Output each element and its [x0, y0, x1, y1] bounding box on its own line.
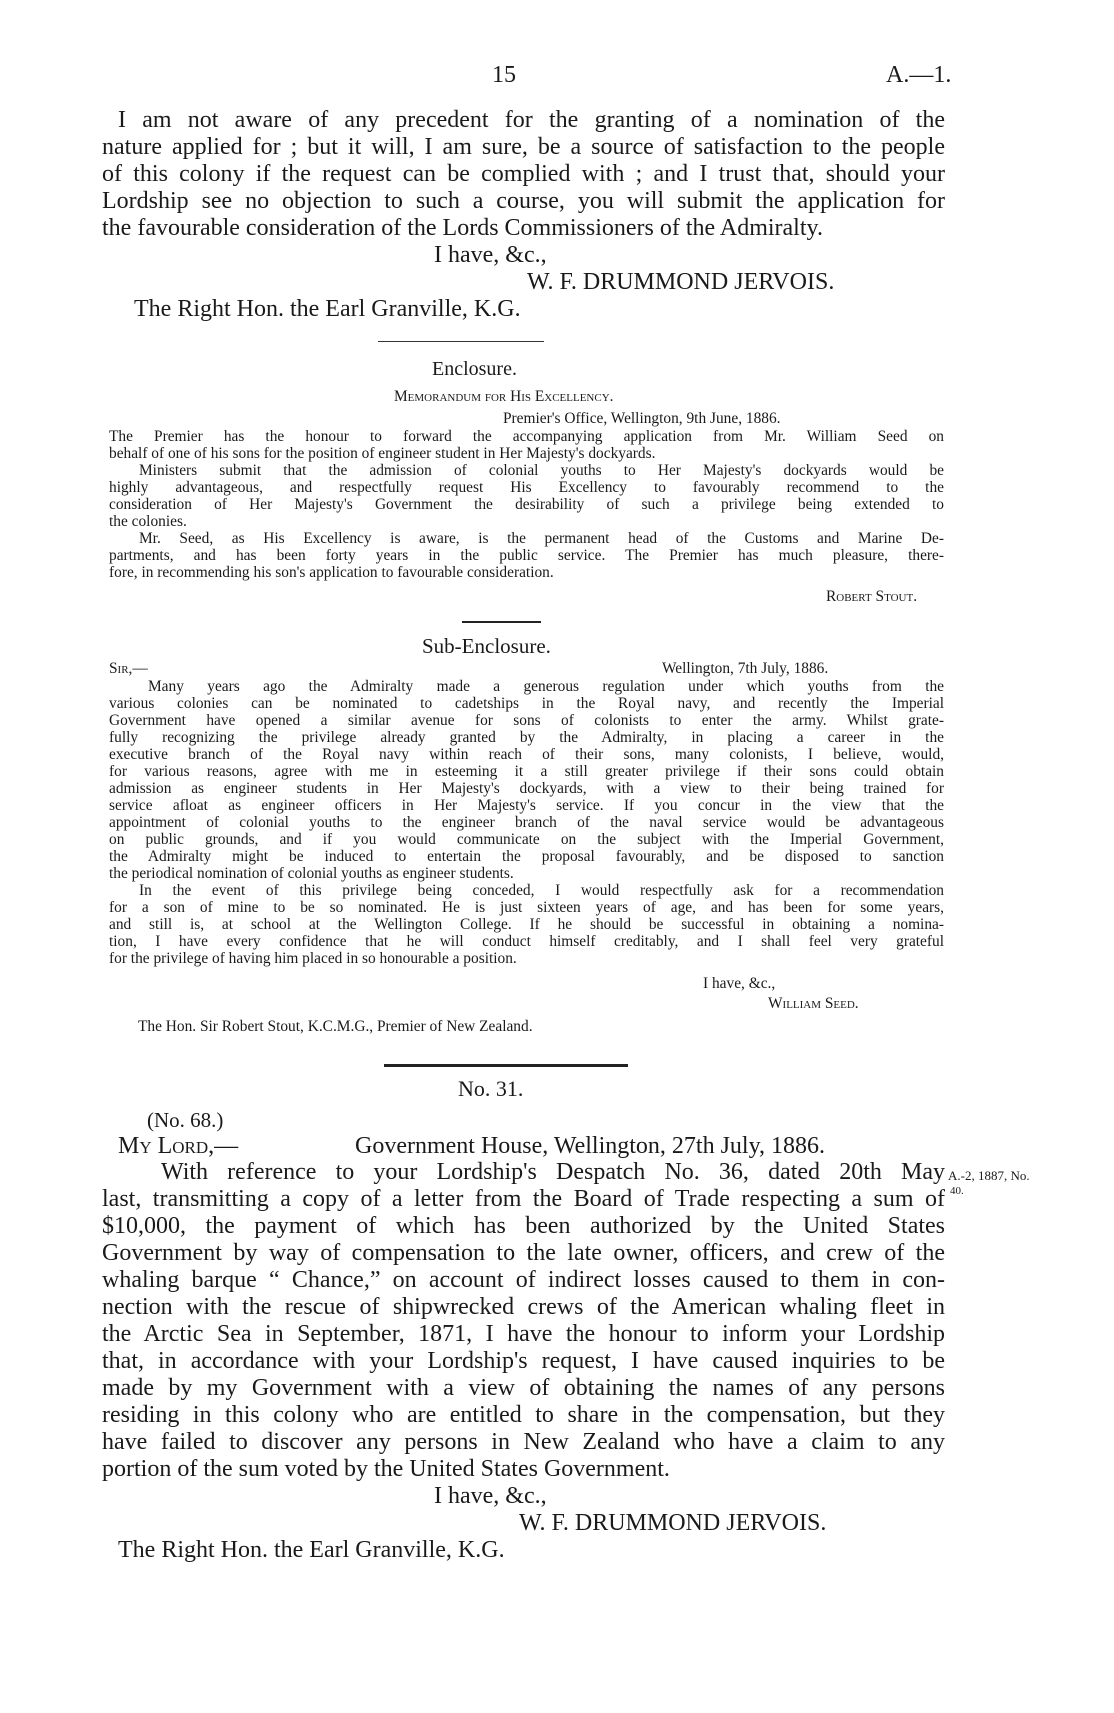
text-line: nection with the rescue of shipwrecked crews of the American whaling fleet in [102, 1294, 945, 1320]
salutation: My Lord,— [118, 1133, 239, 1159]
text-line: the Arctic Sea in September, 1871, I have the honour to inform your Lordship [102, 1321, 945, 1347]
section-divider [384, 1064, 628, 1067]
text-line: Government by way of compensation to the late owner, officers, and crew of the [102, 1240, 945, 1266]
closing: I have, &c., [703, 975, 776, 992]
text-line: The Premier has the honour to forward the accompanying application from Mr. William Seed on [109, 428, 944, 445]
text-line: for various reasons, agree with me in esteeming it a still greater privilege if their sons could obtain [109, 763, 944, 780]
text-line: In the event of this privilege being conceded, I would respectfully ask for a recommendation [139, 882, 944, 899]
text-line: Ministers submit that the admission of colonial youths to Her Majesty's dockyards would be [139, 462, 944, 479]
closing: I have, &c., [434, 242, 547, 268]
text-line: Lordship see no objection to such a course, you will submit the application for [102, 188, 945, 214]
text-line: appointment of colonial youths to the engineer branch of the naval service would be advantageous [109, 814, 944, 831]
memo-origin: Premier's Office, Wellington, 9th June, 1886. [503, 410, 781, 427]
text-line: nature applied for ; but it will, I am sure, be a source of satisfaction to the people [102, 134, 945, 160]
despatch-number-heading: No. 31. [458, 1076, 524, 1101]
text-line: fore, in recommending his son's application to favourable consideration. [109, 564, 554, 581]
text-line: Many years ago the Admiralty made a generous regulation under which youths from the [148, 678, 944, 695]
text-line: last, transmitting a copy of a letter from the Board of Trade respecting a sum of [102, 1186, 945, 1212]
text-line: $10,000, the payment of which has been authorized by the United States [102, 1213, 945, 1239]
page-number: 15 [492, 62, 516, 88]
text-line: service afloat as engineer officers in Her Majesty's service. If you concur in the view that the [109, 797, 944, 814]
text-line: have failed to discover any persons in New Zealand who have a claim to any [102, 1429, 945, 1455]
text-line: behalf of one of his sons for the position of engineer student in Her Majesty's dockyards. [109, 445, 656, 462]
margin-reference-number: 40. [950, 1185, 964, 1197]
enclosure-heading: Enclosure. [432, 358, 517, 380]
margin-reference: A.-2, 1887, No. [948, 1168, 1030, 1183]
text-line: admission as engineer students in Her Majesty's dockyards, with a view to their being trained for [109, 780, 944, 797]
text-line: residing in this colony who are entitled to share in the compensation, but they [102, 1402, 945, 1428]
text-line: whaling barque “ Chance,” on account of indirect losses caused to them in con- [102, 1267, 945, 1293]
despatch-reference: (No. 68.) [147, 1108, 224, 1132]
text-line: partments, and has been forty years in the public service. The Premier has much pleasure, there- [109, 547, 944, 564]
text-line: made by my Government with a view of obtaining the names of any persons [102, 1375, 945, 1401]
text-line: executive branch of the Royal navy within reach of their sons, many colonists, I believe, would, [109, 746, 944, 763]
memo-signature: Robert Stout. [826, 588, 918, 605]
text-line: that, in accordance with your Lordship's request, I have caused inquiries to be [102, 1348, 945, 1374]
signature: W. F. DRUMMOND JERVOIS. [519, 1510, 827, 1536]
letter-date: Wellington, 7th July, 1886. [662, 660, 829, 677]
text-line: of this colony if the request can be complied with ; and I trust that, should your [102, 161, 945, 187]
signature: W. F. DRUMMOND JERVOIS. [527, 269, 835, 295]
text-line: consideration of Her Majesty's Government the desirability of such a privilege being extended to [109, 496, 944, 513]
text-line: the colonies. [109, 513, 187, 530]
text-line: Mr. Seed, as His Excellency is aware, is the permanent head of the Customs and Marine De- [139, 530, 944, 547]
addressee: The Right Hon. the Earl Granville, K.G. [118, 1537, 505, 1563]
salutation: Sir,— [109, 660, 148, 677]
text-line: on public grounds, and if you would communicate on the subject with the Imperial Government, [109, 831, 944, 848]
addressee: The Right Hon. the Earl Granville, K.G. [134, 296, 521, 322]
text-line: fully recognizing the privilege already granted by the Admiralty, in placing a career in the [109, 729, 944, 746]
document-reference: A.—1. [886, 62, 952, 88]
text-line: for a son of mine to be so nominated. He is just sixteen years of age, and has been for some years, [109, 899, 944, 916]
text-line: the Admiralty might be induced to entertain the proposal favourably, and be disposed to sanction [109, 848, 944, 865]
text-line: and still is, at school at the Wellington College. If he should be successful in obtaining a nomina- [109, 916, 944, 933]
text-line: I am not aware of any precedent for the granting of a nomination of the [118, 107, 945, 133]
text-line: the periodical nomination of colonial youths as engineer students. [109, 865, 514, 882]
text-line: for the privilege of having him placed in so honourable a position. [109, 950, 517, 967]
text-line: Government have opened a similar avenue for sons of colonists to enter the army. Whilst grate- [109, 712, 944, 729]
text-line: highly advantageous, and respectfully request His Excellency to favourably recommend to the [109, 479, 944, 496]
text-line: portion of the sum voted by the United States Government. [102, 1456, 670, 1482]
text-line: tion, I have every confidence that he will conduct himself creditably, and I shall feel very grateful [109, 933, 944, 950]
section-divider [378, 341, 544, 342]
text-line: various colonies can be nominated to cadetships in the Royal navy, and recently the Imperial [109, 695, 944, 712]
text-line: the favourable consideration of the Lords Commissioners of the Admiralty. [102, 215, 823, 241]
addressee: The Hon. Sir Robert Stout, K.C.M.G., Premier of New Zealand. [138, 1018, 533, 1035]
sub-enclosure-heading: Sub-Enclosure. [422, 634, 551, 658]
section-divider [462, 621, 541, 623]
memo-title: Memorandum for His Excellency. [394, 388, 614, 405]
signature: William Seed. [768, 995, 859, 1012]
despatch-origin: Government House, Wellington, 27th July, 1886. [355, 1133, 826, 1159]
closing: I have, &c., [434, 1483, 547, 1509]
text-line: With reference to your Lordship's Despatch No. 36, dated 20th May [161, 1159, 945, 1185]
